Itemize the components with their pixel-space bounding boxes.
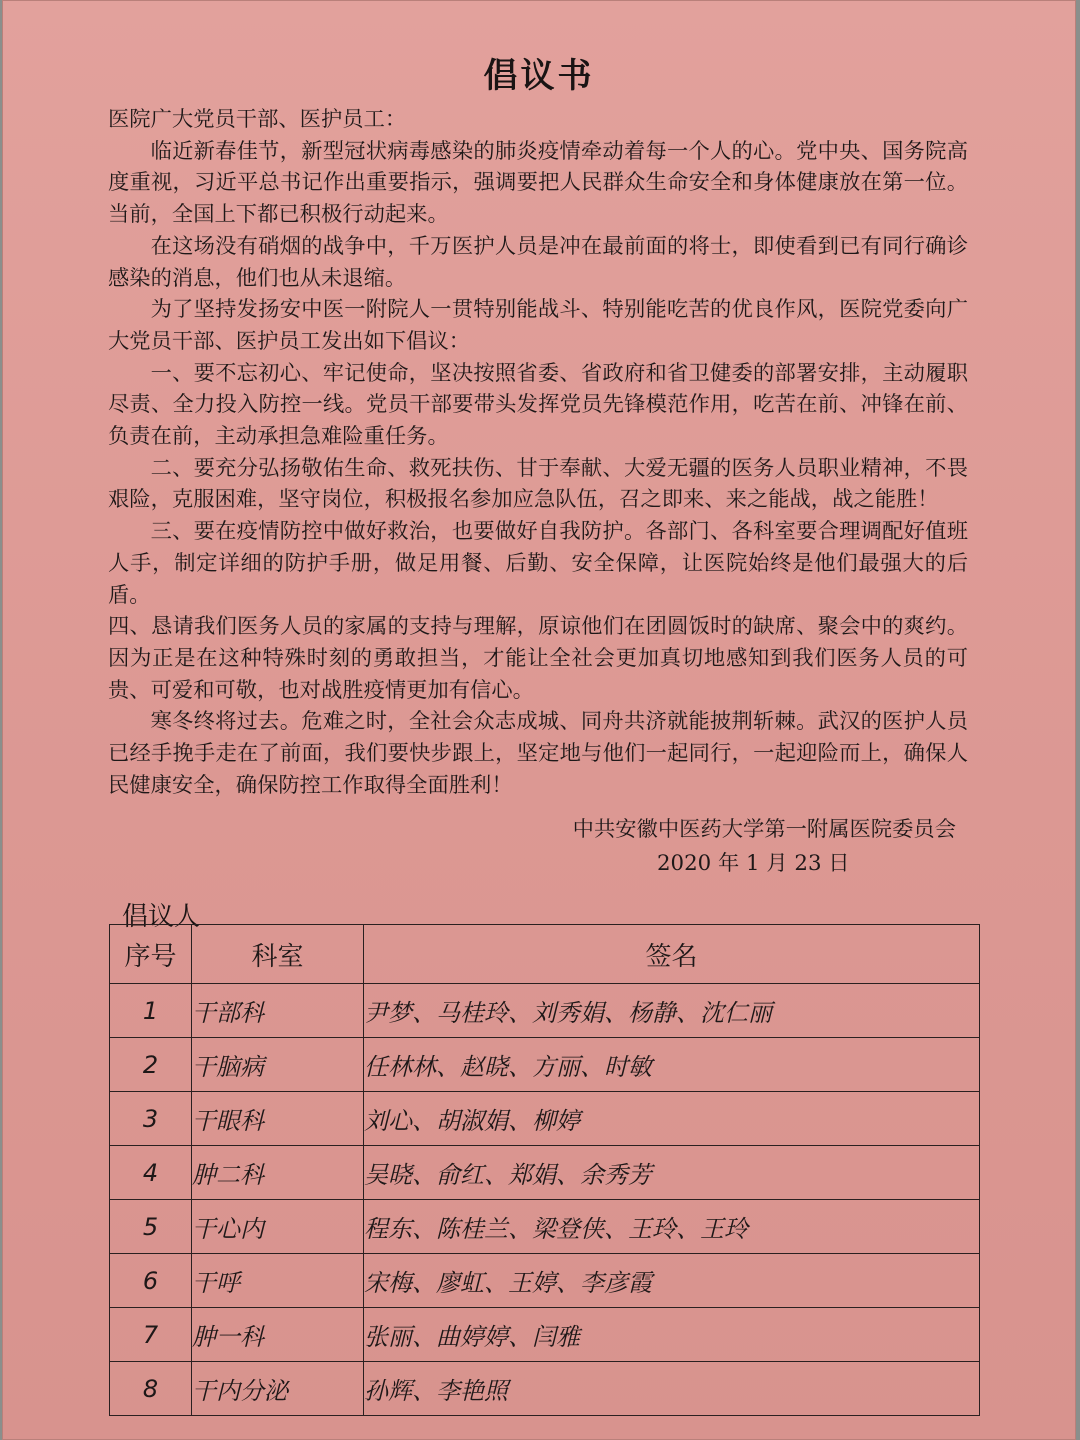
table-row [110, 1200, 980, 1254]
row-signatures: 尹梦、马桂玲、刘秀娟、杨静、沈仁丽 [364, 984, 980, 1038]
document-body [108, 104, 968, 801]
row-department: 肿二科 [192, 1146, 364, 1200]
row-department: 干部科 [192, 984, 364, 1038]
column-header-department: 科室 [192, 925, 364, 984]
paragraph: 为了坚持发扬安中医一附院人一贯特别能战斗、特别能吃苦的优良作风，医院党委向广大党员干部、医护员工发出如下倡议： [108, 297, 968, 354]
row-signatures: 孙辉、李艳照 [364, 1362, 980, 1416]
row-number: 2 [110, 1038, 192, 1092]
row-number: 7 [110, 1308, 192, 1362]
row-department: 干呼 [192, 1254, 364, 1308]
row-signatures: 任林林、赵晓、方丽、时敏 [364, 1038, 980, 1092]
paragraph: 在这场没有硝烟的战争中，千万医护人员是冲在最前面的将士，即使看到已有同行确诊感染的消息，他们也从未退缩。 [108, 233, 968, 291]
row-signatures: 张丽、曲婷婷、闫雅 [364, 1308, 980, 1362]
table-row [110, 1092, 980, 1146]
table-row [110, 984, 980, 1038]
paragraph: 寒冬终将过去。危难之时，全社会众志成城、同舟共济就能披荆斩棘。武汉的医护人员已经手挽手走在了前面，我们要快步跟上，坚定地与他们一起同行，一起迎险而上，确保人民健康安全，确保防控工作取得全面胜利！ [108, 709, 968, 798]
signature-table [109, 924, 980, 1416]
paragraph: 临近新春佳节，新型冠状病毒感染的肺炎疫情牵动着每一个人的心。党中央、国务院高度重视，习近平总书记作出重要指示，强调要把人民群众生命安全和身体健康放在第一位。当前，全国上下都已积极行动起来。 [108, 138, 968, 228]
row-number: 3 [110, 1092, 192, 1146]
table-row [110, 1362, 980, 1416]
row-number: 4 [110, 1146, 192, 1200]
signer-organization: 中共安徽中医药大学第一附属医院委员会 [572, 817, 956, 842]
document-paper [2, 0, 1076, 1440]
signature-heading: 倡议人 [122, 902, 201, 932]
row-department: 干心内 [192, 1200, 364, 1254]
row-department: 干眼科 [192, 1092, 364, 1146]
row-department: 肿一科 [192, 1308, 364, 1362]
table-row [110, 1146, 980, 1200]
row-number: 5 [110, 1200, 192, 1254]
row-department: 干脑病 [192, 1038, 364, 1092]
row-signatures: 程东、陈桂兰、梁登侠、王玲、王玲 [364, 1200, 980, 1254]
paragraph: 三、要在疫情防控中做好救治，也要做好自我防护。各部门、各科室要合理调配好值班人手，制定详细的防护手册，做足用餐、后勤、安全保障，让医院始终是他们最强大的后盾。 [108, 519, 968, 608]
row-signatures: 宋梅、廖虹、王婷、李彦霞 [364, 1254, 980, 1308]
table-row [110, 1308, 980, 1362]
column-header-signature: 签名 [364, 925, 980, 984]
row-number: 8 [110, 1362, 192, 1416]
row-signatures: 吴晓、俞红、郑娟、余秀芳 [364, 1146, 980, 1200]
paragraph: 四、恳请我们医务人员的家属的支持与理解，原谅他们在团圆饭时的缺席、聚会中的爽约。因为正是在这种特殊时刻的勇敢担当，才能让全社会更加真切地感知到我们医务人员的可贵、可爱和可敬，也对战胜疫情更加有信心。 [108, 614, 968, 703]
salutation: 医院广大党员干部、医护员工： [108, 107, 407, 132]
column-header-number: 序号 [110, 925, 192, 984]
document-title: 倡议书 [483, 56, 595, 96]
table-row [110, 1038, 980, 1092]
table-row [110, 1254, 980, 1308]
paragraph: 一、要不忘初心、牢记使命，坚决按照省委、省政府和省卫健委的部署安排，主动履职尽责、全力投入防控一线。党员干部要带头发挥党员先锋模范作用，吃苦在前、冲锋在前、负责在前，主动承担急难险重任务。 [108, 360, 968, 450]
paragraph: 二、要充分弘扬敬佑生命、救死扶伤、甘于奉献、大爱无疆的医务人员职业精神，不畏艰险，克服困难，坚守岗位，积极报名参加应急队伍，召之即来、来之能战，战之能胜！ [108, 455, 968, 513]
row-signatures: 刘心、胡淑娟、柳婷 [364, 1092, 980, 1146]
document-date: 2020 年 1 月 23 日 [657, 851, 850, 876]
row-department: 干内分泌 [192, 1362, 364, 1416]
row-number: 6 [110, 1254, 192, 1308]
table-header-row [110, 925, 980, 984]
row-number: 1 [110, 984, 192, 1038]
